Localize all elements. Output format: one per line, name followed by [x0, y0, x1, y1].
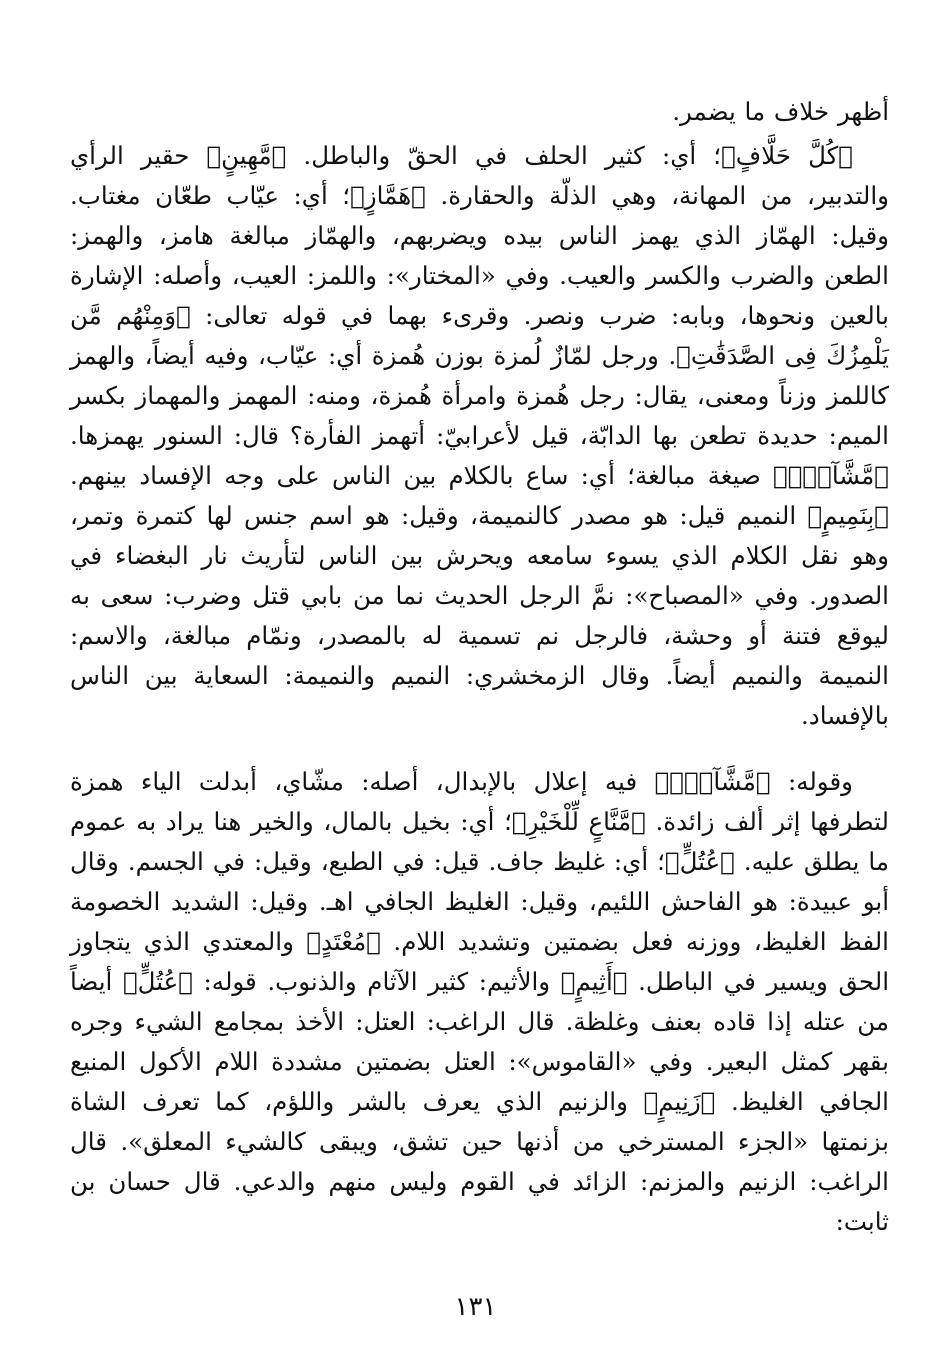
paragraph-commentary: ﴿كُلَّ حَلَّافٍ﴾؛ أي: كثير الحلف في الحقّ والباطل. ﴿مَّهِينٍ﴾ حقير الرأي والتدبير، من المهانة، وهي الذلّة والحقارة. ﴿هَمَّازٍ﴾؛ أي: عيّاب طعّان مغتاب. وقيل: الهمّاز الذي يهمز الناس بيده ويضربهم، والهمّاز مبالغة هامز، والهمز: الطعن والضرب والكسر والعيب. وفي «المختار»: واللمز: العيب، وأصله: الإشارة بالعين ونحوها، وبابه: ضرب ونصر. وقرىء بهما في قوله تعالى: ﴿وَمِنْهُم مَّن يَلْمِزُكَ فِى الصَّدَقَٰتِ﴾. ورجل لمّازٌ لُمزة بوزن هُمزة أي: عيّاب، وفيه أيضاً، والهمز كاللمز وزناً ومعنى، يقال: رجل هُمزة وامرأة هُمزة، ومنه: المهمز والمهماز بكسر الميم: حديدة تطعن بها الدابّة، قيل لأعرابيّ: أتهمز الفأرة؟ قال: السنور يهمزها. ﴿مَّشَّآءِۭ﴾ صيغة مبالغة؛ أي: ساع بالكلام بين الناس على وجه الإفساد بينهم. ﴿بِنَمِيمٍ﴾ النميم قيل: هو مصدر كالنميمة، وقيل: هو اسم جنس لها كتمرة وتمر، وهو نقل الكلام الذي يسوء سامعه ويحرش بين الناس لتأريث نار البغضاء في الصدور. وفي «المصباح»: نمَّ الرجل الحديث نما من بابي قتل وضرب: سعى به ليوقع فتنة أو وحشة، فالرجل نم تسمية له بالمصدر، ونمّام مبالغة، والاسم: النميمة والنميم أيضاً. وقال الزمخشري: النميم والنميمة: السعاية بين الناس بالإفساد. — [70, 141, 889, 730]
paragraph-continuation: أظهر خلاف ما يضمر. — [672, 97, 889, 126]
paragraph-morphology: وقوله: ﴿مَّشَّآءِۭ﴾ فيه إعلال بالإبدال، أصله: مشّاي، أبدلت الياء همزة لتطرفها إثر ألف زائدة. ﴿مَّنَّاعٍ لِّلْخَيْرِ﴾؛ أي: بخيل بالمال، والخير هنا يراد به عموم ما يطلق عليه. ﴿عُتُلٍّ﴾؛ أي: غليظ جاف. قيل: في الطبع، وقيل: في الجسم. وقال أبو عبيدة: هو الفاحش اللئيم، وقيل: الغليظ الجافي اهـ. وقيل: الشديد الخصومة الفظ الغليظ، ووزنه فعل بضمتين وتشديد اللام. ﴿مُعْتَدٍ﴾ والمعتدي الذي يتجاوز الحق ويسير في الباطل. ﴿أَثِيمٍ﴾ والأثيم: كثير الآثام والذنوب. قوله: ﴿عُتُلٍّ﴾ أيضاً من عتله إذا قاده بعنف وغلظة. قال الراغب: العتل: الأخذ بمجامع الشيء وجره بقهر كمثل البعير. وفي «القاموس»: العتل بضمتين مشددة اللام الأكول المنيع الجافي الغليظ. ﴿زَنِيمٍ﴾ والزنيم الذي يعرف بالشر واللؤم، كما تعرف الشاة بزنمتها «الجزء المسترخي من أذنها حين تشق، ويبقى كالشيء المعلق». قال الراغب: الزنيم والمزنم: الزائد في القوم وليس منهم والدعي. قال حسان بن ثابت: — [70, 767, 889, 1236]
page-number: ١٣١ — [454, 1292, 497, 1322]
